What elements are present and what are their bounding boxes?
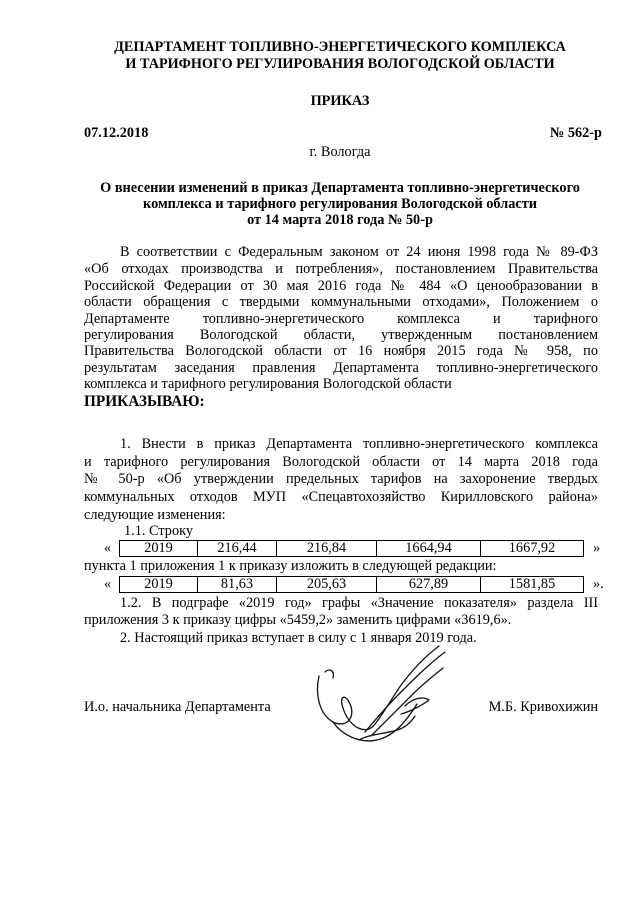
cell-value: 1581,85 (481, 577, 584, 593)
preamble-last-line: комплекса и тарифного регулирования Вологодской области (84, 376, 452, 392)
sub2-line2: приложения 3 к приказу цифры «5459,2» заменить цифрами «3619,6». (84, 612, 512, 628)
close-quote: » (593, 540, 601, 556)
order-date: 07.12.2018 (84, 125, 149, 141)
order-word: ПРИКАЗЫВАЮ: (84, 393, 205, 410)
item1-line: коммунальных отходов МУП «Спецавтохозяйство Кирилловского района» (84, 489, 598, 505)
cell-value: 81,63 (198, 577, 277, 593)
cell-value: 1667,92 (481, 541, 584, 557)
preamble-line: В соответствии с Федеральным законом от 24 июня 1998 года № 89-ФЗ (120, 244, 598, 260)
preamble-line: области обращения с твердыми коммунальными отходами», Положением о (84, 294, 598, 310)
preamble-line: регулирования Вологодской области, утвержденным постановлением (84, 327, 598, 343)
preamble-line: Департаменте топливно-энергетического комплекса и тарифного (84, 311, 598, 327)
preamble-line: результатам заседания правления Департамента топливно-энергетического (84, 360, 598, 376)
cell-value: 205,63 (277, 577, 377, 593)
open-quote: « (104, 540, 112, 556)
sub2-line1: 1.2. В подграфе «2019 год» графы «Значение показателя» раздела III (120, 595, 598, 611)
document-type: ПРИКАЗ (310, 93, 370, 109)
cell-value: 627,89 (377, 577, 481, 593)
item1-line: № 50-р «Об утверждении предельных тарифов на захоронение твердых (84, 471, 598, 487)
signatory-position: И.о. начальника Департамента (84, 699, 271, 715)
open-quote: « (104, 576, 112, 592)
signatory-name: М.Б. Кривохижин (488, 699, 598, 715)
preamble-line: Правительства Вологодской области от 16 ноября 2015 года № 958, по (84, 343, 598, 359)
close-quote: ». (593, 576, 604, 592)
preamble-line: Российской Федерации от 30 мая 2016 года № 484 «О ценообразовании в (84, 278, 598, 294)
signature-image (305, 636, 465, 756)
subject-line3: от 14 марта 2018 года № 50-р (247, 212, 433, 228)
sub1-label: 1.1. Строку (124, 523, 193, 539)
old-row-table (119, 540, 584, 557)
item2-text: 2. Настоящий приказ вступает в силу с 1 января 2019 года. (120, 630, 477, 646)
subject-line2: комплекса и тарифного регулирования Вологодской области (143, 196, 537, 212)
city: г. Вологда (309, 144, 371, 160)
item1-last-line: следующие изменения: (84, 507, 226, 523)
department-name-line2: И ТАРИФНОГО РЕГУЛИРОВАНИЯ ВОЛОГОДСКОЙ ОБЛАСТИ (125, 56, 555, 72)
mid-text: пункта 1 приложения 1 к приказу изложить в следующей редакции: (84, 558, 497, 574)
new-row-table (119, 576, 584, 593)
order-number: № 562-р (549, 125, 602, 141)
cell-year: 2019 (120, 541, 198, 557)
item1-line: 1. Внести в приказ Департамента топливно-энергетического комплекса (120, 436, 598, 452)
cell-year: 2019 (120, 577, 198, 593)
table-row (120, 577, 584, 593)
cell-value: 216,44 (198, 541, 277, 557)
department-name-line1: ДЕПАРТАМЕНТ ТОПЛИВНО-ЭНЕРГЕТИЧЕСКОГО КОМПЛЕКСА (114, 39, 566, 55)
subject-line1: О внесении изменений в приказ Департамента топливно-энергетического (100, 180, 580, 196)
cell-value: 216,84 (277, 541, 377, 557)
table-row (120, 541, 584, 557)
item1-line: и тарифного регулирования Вологодской области от 14 марта 2018 года (84, 454, 598, 470)
cell-value: 1664,94 (377, 541, 481, 557)
preamble-line: «Об отходах производства и потребления», постановлением Правительства (84, 261, 598, 277)
